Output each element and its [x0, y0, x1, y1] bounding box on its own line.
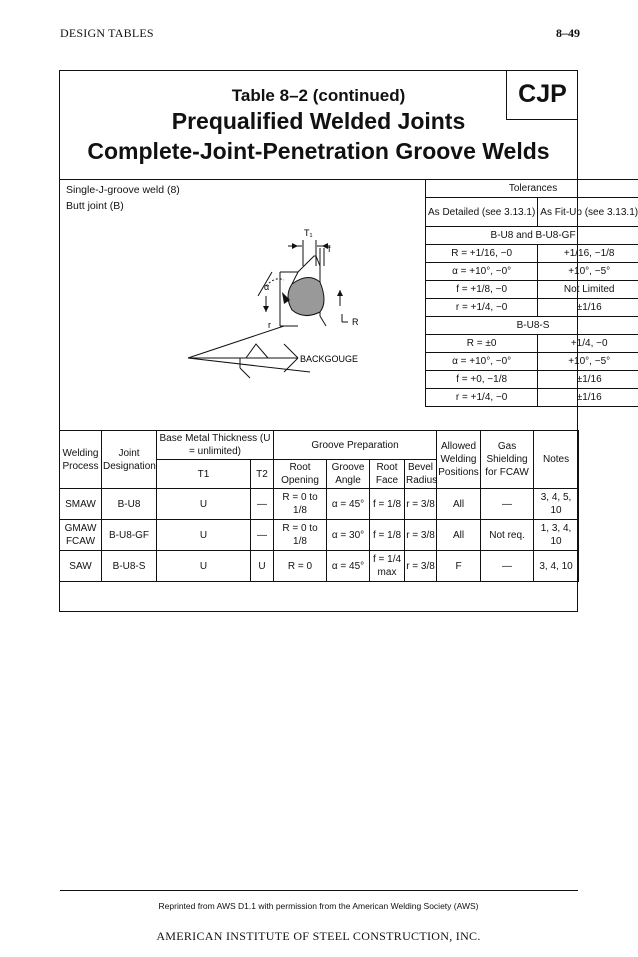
cell-notes: 1, 3, 4, 10	[534, 520, 579, 551]
page-number: 8–49	[556, 26, 580, 40]
weld-joint-diagram	[180, 226, 420, 386]
tolerances-table	[425, 179, 638, 407]
cell-gas: —	[481, 551, 534, 582]
cjp-badge: CJP	[506, 70, 578, 120]
tolerance-cell: ±1/16	[538, 299, 638, 317]
col-root-opening: Root Opening	[274, 460, 327, 489]
col-groove-angle: Groove Angle	[327, 460, 370, 489]
cell-gas: —	[481, 489, 534, 520]
table-title-line2: Complete-Joint-Penetration Groove Welds	[87, 138, 550, 164]
col-root-face: Root Face	[370, 460, 405, 489]
cell-designation: B-U8	[102, 489, 157, 520]
tolerances-group-name: B-U8-S	[426, 317, 638, 335]
cell-groove-angle: α = 45°	[327, 551, 370, 582]
tolerance-cell: ±1/16	[538, 389, 638, 407]
label-t1: T₁	[304, 228, 313, 238]
tolerances-col-as-detailed: As Detailed (see 3.13.1)	[426, 198, 538, 227]
tolerance-cell: α = +10°, −0°	[426, 353, 538, 371]
cell-process: GMAW FCAW	[60, 520, 102, 551]
tolerance-cell: ±1/16	[538, 371, 638, 389]
tolerance-cell: R = +1/16, −0	[426, 245, 538, 263]
cell-bevel-radius: r = 3/8	[405, 489, 437, 520]
cell-root-opening: R = 0	[274, 551, 327, 582]
tolerances-group-name: B-U8 and B-U8-GF	[426, 227, 638, 245]
joint-type: Single-J-groove weld (8)	[66, 184, 180, 196]
label-R: R	[352, 317, 359, 327]
weld-bead	[288, 277, 324, 315]
cell-root-face: f = 1/8	[370, 520, 405, 551]
footer-divider	[60, 890, 578, 891]
label-f: f	[328, 244, 331, 254]
cell-t1: U	[157, 551, 251, 582]
tolerances-header: Tolerances	[426, 180, 638, 198]
col-t2: T2	[251, 460, 274, 489]
cell-root-opening: R = 0 to 1/8	[274, 489, 327, 520]
cell-root-face: f = 1/4 max	[370, 551, 405, 582]
col-base-metal-thickness: Base Metal Thickness (U = unlimited)	[157, 431, 274, 460]
col-notes: Notes	[534, 431, 579, 489]
cell-groove-angle: α = 30°	[327, 520, 370, 551]
cell-designation: B-U8-S	[102, 551, 157, 582]
cell-gas: Not req.	[481, 520, 534, 551]
table-number: Table 8–2 (continued)	[231, 86, 406, 105]
tolerance-cell: α = +10°, −0°	[426, 263, 538, 281]
tolerance-cell: r = +1/4, −0	[426, 299, 538, 317]
cell-groove-angle: α = 45°	[327, 489, 370, 520]
table-title-line1: Prequalified Welded Joints	[171, 108, 466, 134]
cell-bevel-radius: r = 3/8	[405, 520, 437, 551]
tolerances-col-as-fitup: As Fit-Up (see 3.13.1)	[538, 198, 638, 227]
cell-root-face: f = 1/8	[370, 489, 405, 520]
cell-positions: All	[437, 489, 481, 520]
publisher-name: AMERICAN INSTITUTE OF STEEL CONSTRUCTION, INC.	[156, 929, 481, 943]
tolerance-cell: f = +1/8, −0	[426, 281, 538, 299]
cell-designation: B-U8-GF	[102, 520, 157, 551]
joint-details-table	[59, 430, 579, 582]
table-row	[60, 489, 579, 520]
cell-t2: U	[251, 551, 274, 582]
cell-bevel-radius: r = 3/8	[405, 551, 437, 582]
tolerance-cell: f = +0, −1/8	[426, 371, 538, 389]
label-alpha: α	[264, 282, 270, 292]
tolerance-cell: +10°, −5°	[538, 353, 638, 371]
col-gas-shielding: Gas Shielding for FCAW	[481, 431, 534, 489]
tolerance-cell: r = +1/4, −0	[426, 389, 538, 407]
col-allowed-positions: Allowed Welding Positions	[437, 431, 481, 489]
tolerance-cell: R = ±0	[426, 335, 538, 353]
cell-t2: —	[251, 489, 274, 520]
tolerance-cell: +10°, −5°	[538, 263, 638, 281]
cell-t2: —	[251, 520, 274, 551]
col-groove-preparation: Groove Preparation	[274, 431, 437, 460]
joint-kind: Butt joint (B)	[66, 200, 124, 212]
tolerance-cell: Not Limited	[538, 281, 638, 299]
label-backgouge: BACKGOUGE	[300, 354, 359, 364]
cell-t1: U	[157, 520, 251, 551]
tolerance-cell: +1/4, −0	[538, 335, 638, 353]
col-welding-process: Welding Process	[60, 431, 102, 489]
running-header-left: DESIGN TABLES	[60, 26, 154, 40]
cell-notes: 3, 4, 5, 10	[534, 489, 579, 520]
col-joint-designation: Joint Designation	[102, 431, 157, 489]
cell-positions: All	[437, 520, 481, 551]
reprint-note: Reprinted from AWS D1.1 with permission from the American Welding Society (AWS)	[158, 901, 479, 911]
cell-t1: U	[157, 489, 251, 520]
cell-notes: 3, 4, 10	[534, 551, 579, 582]
cell-root-opening: R = 0 to 1/8	[274, 520, 327, 551]
col-bevel-radius: Bevel Radius	[405, 460, 437, 489]
tolerance-cell: +1/16, −1/8	[538, 245, 638, 263]
cell-process: SAW	[60, 551, 102, 582]
table-row	[60, 520, 579, 551]
cell-positions: F	[437, 551, 481, 582]
col-t1: T1	[157, 460, 251, 489]
cell-process: SMAW	[60, 489, 102, 520]
label-r: r	[268, 320, 271, 330]
table-row	[60, 551, 579, 582]
